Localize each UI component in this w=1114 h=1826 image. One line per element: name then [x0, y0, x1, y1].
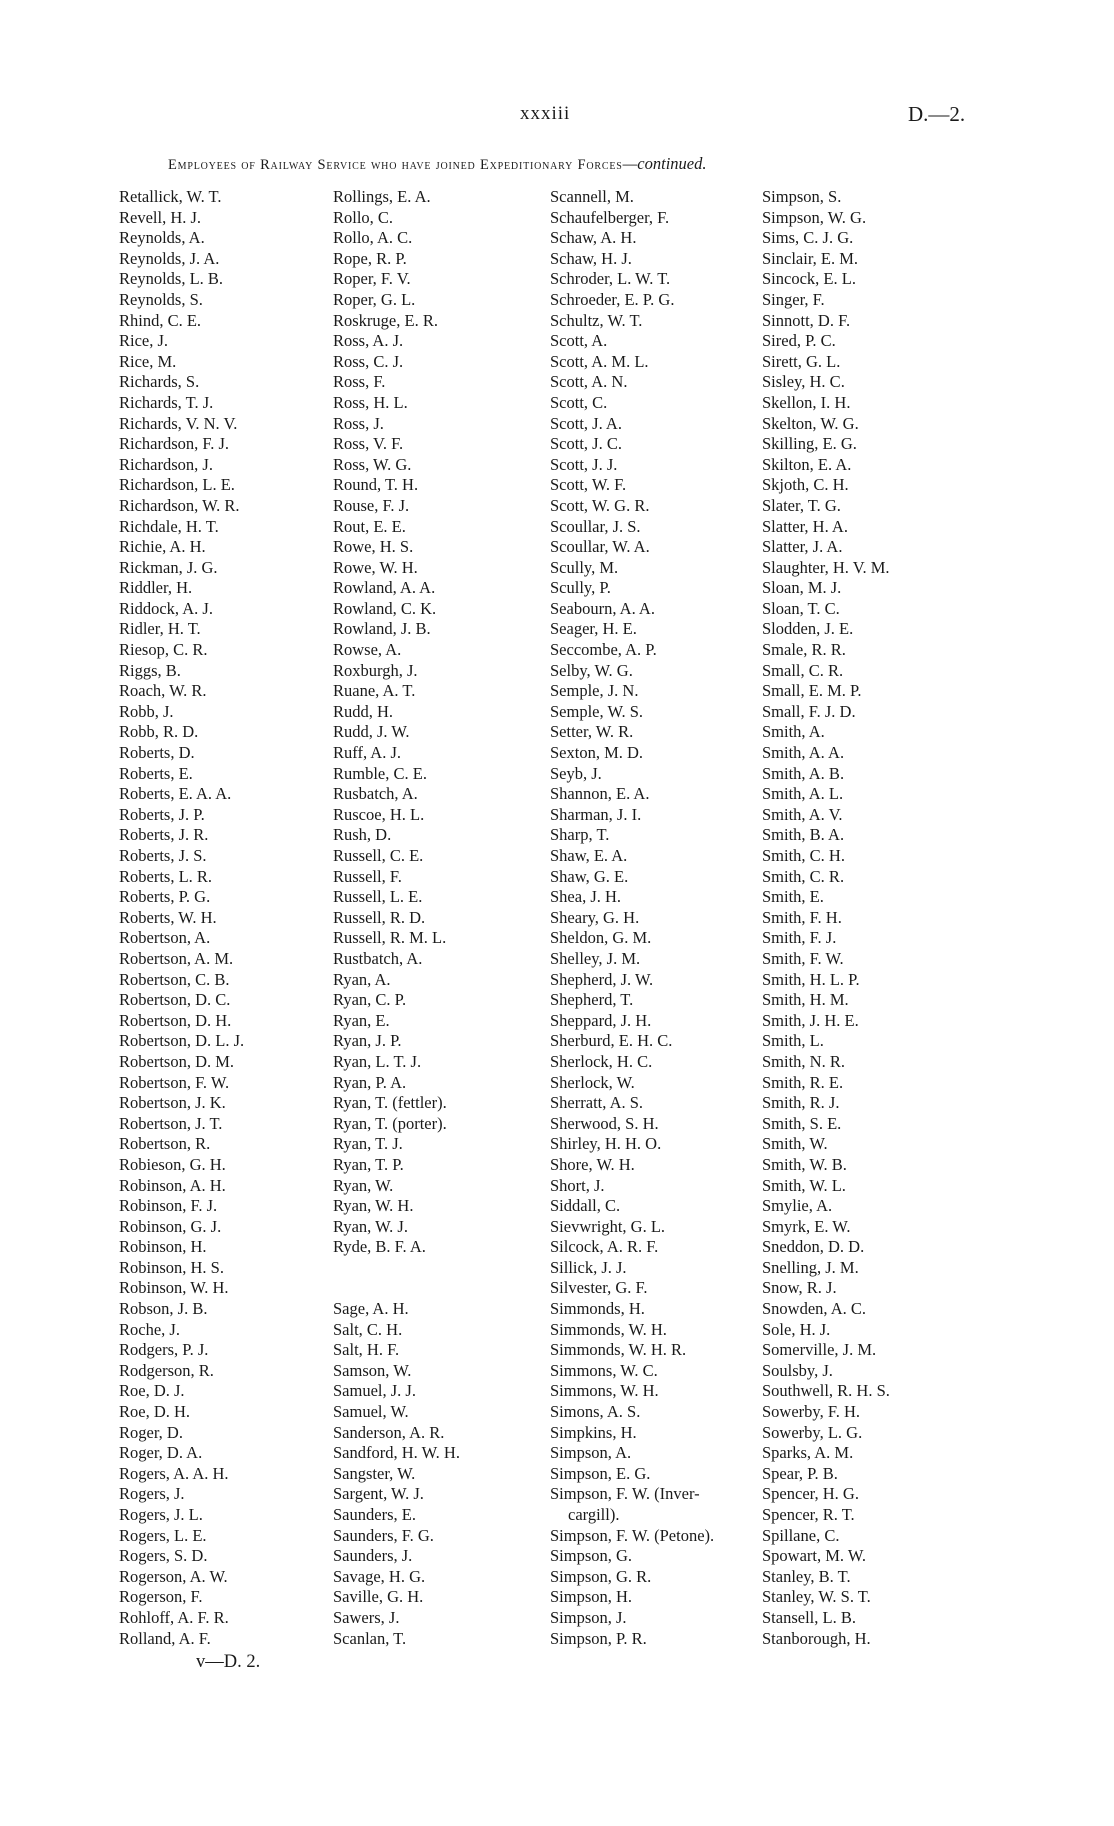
name-entry: Smith, R. J. — [762, 1093, 840, 1113]
name-entry: Smith, S. E. — [762, 1113, 842, 1133]
name-entry: Sherlock, W. — [550, 1072, 635, 1092]
name-entry: Ryde, B. F. A. — [333, 1237, 426, 1257]
name-entry: Ross, J. — [333, 413, 384, 433]
name-entry: Sims, C. J. G. — [762, 228, 854, 248]
name-entry: Roe, D. H. — [119, 1402, 191, 1422]
name-entry: Robinson, G. J. — [119, 1216, 222, 1236]
name-entry: Robertson, R. — [119, 1134, 211, 1154]
name-entry: Smith, J. H. E. — [762, 1010, 859, 1030]
name-entry: Snow, R. J. — [762, 1278, 837, 1298]
name-entry: Ryan, L. T. J. — [333, 1051, 422, 1071]
name-entry: Scott, W. G. R. — [550, 495, 650, 515]
name-entry: Smith, W. — [762, 1134, 828, 1154]
name-entry: Sowerby, L. G. — [762, 1422, 863, 1442]
name-entry: Sired, P. C. — [762, 331, 836, 351]
name-entry: Richardson, J. — [119, 454, 213, 474]
name-entry: Schultz, W. T. — [550, 310, 643, 330]
name-entry: Sherlock, H. C. — [550, 1051, 653, 1071]
name-entry: Simpson, J. — [550, 1607, 627, 1627]
name-entry: Robinson, H. — [119, 1237, 207, 1257]
name-entry: Richdale, H. T. — [119, 516, 219, 536]
name-entry: Sneddon, D. D. — [762, 1237, 865, 1257]
name-entry: Smith, W. L. — [762, 1175, 846, 1195]
name-entry: Roach, W. R. — [119, 681, 207, 701]
name-entry: Slaughter, H. V. M. — [762, 557, 890, 577]
name-entry: Rollings, E. A. — [333, 187, 431, 206]
name-entry: Rhind, C. E. — [119, 310, 202, 330]
name-entry: Sinclair, E. M. — [762, 248, 859, 268]
column-gap — [333, 1258, 460, 1299]
name-entry: Simmons, W. H. — [550, 1381, 659, 1401]
name-entry: Robertson, J. K. — [119, 1093, 226, 1113]
name-entry: Ryan, T. (fettler). — [333, 1093, 447, 1113]
name-entry: Ryan, W. J. — [333, 1216, 408, 1236]
name-entry: Scannell, M. — [550, 187, 634, 206]
name-entry: Riggs, B. — [119, 660, 181, 680]
name-entry: Russell, C. E. — [333, 846, 424, 865]
name-entry: Ruscoe, H. L. — [333, 804, 425, 824]
name-entry: Rudd, H. — [333, 701, 394, 721]
name-entry: Saunders, J. — [333, 1546, 413, 1566]
name-entry: Ruff, A. J. — [333, 743, 401, 763]
name-entry: Rowse, A. — [333, 640, 402, 660]
name-entry: Scott, C. — [550, 392, 608, 412]
name-entry: Rumble, C. E. — [333, 763, 427, 783]
name-entry: Sloan, M. J. — [762, 578, 842, 598]
name-entry: Sargent, W. J. — [333, 1484, 424, 1504]
name-entry: Sparks, A. M. — [762, 1443, 854, 1463]
name-entry: Richardson, L. E. — [119, 475, 235, 495]
name-entry: Ryan, P. A. — [333, 1072, 407, 1092]
name-entry: Ruane, A. T. — [333, 681, 416, 701]
name-entry: Rogers, S. D. — [119, 1546, 208, 1566]
name-entry: Ross, C. J. — [333, 351, 404, 371]
name-entry: Rogers, J. — [119, 1484, 185, 1504]
name-entry: Silcock, A. R. F. — [550, 1237, 659, 1257]
name-entry: Smith, A. L. — [762, 784, 844, 804]
name-entry: Roberts, E. A. A. — [119, 784, 232, 804]
name-entry: Simpkins, H. — [550, 1422, 637, 1442]
name-entry: Ridler, H. T. — [119, 619, 201, 639]
name-entry: Slater, T. G. — [762, 495, 841, 515]
name-entry: Rodgerson, R. — [119, 1360, 214, 1380]
name-entry: Richie, A. H. — [119, 537, 206, 557]
name-entry: Savage, H. G. — [333, 1566, 426, 1586]
name-entry: Robertson, D. H. — [119, 1010, 232, 1030]
name-entry: Rickman, J. G. — [119, 557, 218, 577]
name-entry: Silvester, G. F. — [550, 1278, 648, 1298]
name-entry: Robb, R. D. — [119, 722, 199, 742]
name-entry: Smith, C. R. — [762, 866, 845, 886]
name-entry: Scoullar, J. S. — [550, 516, 641, 536]
name-entry: Rollo, C. — [333, 207, 394, 227]
name-entry: Shelley, J. M. — [550, 948, 641, 968]
name-entry: Simpson, F. W. (Petone). — [550, 1525, 715, 1545]
name-entry: Shea, J. H. — [550, 887, 622, 907]
name-entry: Simmonds, H. — [550, 1299, 645, 1319]
name-entry: Southwell, R. H. S. — [762, 1381, 890, 1401]
name-entry: Round, T. H. — [333, 475, 419, 495]
name-entry: Smith, L. — [762, 1031, 824, 1051]
name-entry: Sole, H. J. — [762, 1319, 831, 1339]
name-entry: Samuel, W. — [333, 1402, 409, 1422]
name-entry: Smith, H. M. — [762, 990, 849, 1010]
name-entry: Rodgers, P. J. — [119, 1340, 209, 1360]
name-entry: Sirett, G. L. — [762, 351, 841, 371]
name-entry: Small, C. R. — [762, 660, 844, 680]
name-entry: Simpson, A. — [550, 1443, 632, 1463]
name-entry: Ryan, W. H. — [333, 1196, 414, 1216]
name-entry: Scott, J. J. — [550, 454, 618, 474]
name-entry: Rogerson, A. W. — [119, 1566, 228, 1586]
name-entry: Spencer, R. T. — [762, 1505, 855, 1524]
name-column-3 — [550, 187, 714, 1649]
name-entry: Skilling, E. G. — [762, 434, 857, 454]
name-entry: Saunders, E. — [333, 1505, 416, 1524]
name-entry: Russell, L. E. — [333, 887, 423, 907]
name-entry: Salt, C. H. — [333, 1319, 403, 1339]
name-entry: Robson, J. B. — [119, 1299, 208, 1319]
name-entry: Small, F. J. D. — [762, 701, 856, 721]
name-entry: Roberts, J. P. — [119, 804, 205, 824]
name-entry: Sage, A. H. — [333, 1299, 409, 1319]
name-column-4 — [762, 187, 890, 1649]
name-entry: Simpson, W. G. — [762, 207, 867, 227]
name-entry: Scott, A. — [550, 331, 608, 351]
name-entry: Sherburd, E. H. C. — [550, 1031, 673, 1051]
name-entry: Schaufelberger, F. — [550, 207, 670, 227]
name-entry: Ryan, E. — [333, 1010, 390, 1030]
name-entry: Robertson, D. L. J. — [119, 1031, 245, 1051]
name-entry: Schaw, H. J. — [550, 248, 632, 268]
name-entry: Roper, G. L. — [333, 289, 416, 309]
name-entry: Roxburgh, J. — [333, 660, 418, 680]
name-entry: Seager, H. E. — [550, 619, 637, 639]
name-entry: Smith, W. B. — [762, 1154, 847, 1174]
name-entry: Stanley, B. T. — [762, 1566, 851, 1586]
name-entry: Retallick, W. T. — [119, 187, 222, 206]
name-entry: Saunders, F. G. — [333, 1525, 434, 1545]
name-entry: Scott, J. C. — [550, 434, 622, 454]
name-entry: Roger, D. — [119, 1422, 183, 1442]
name-entry: Reynolds, L. B. — [119, 269, 224, 289]
name-entry: Smith, A. V. — [762, 804, 843, 824]
name-entry: Slodden, J. E. — [762, 619, 854, 639]
name-entry: Roberts, P. G. — [119, 887, 211, 907]
name-entry: Roberts, W. H. — [119, 907, 217, 927]
caption-main: Employees of Railway Service who have joined Expeditionary Forces — [168, 157, 623, 173]
name-entry: Roberts, L. R. — [119, 866, 213, 886]
name-entry: Scott, A. N. — [550, 372, 628, 392]
name-entry: Skelton, W. G. — [762, 413, 859, 433]
name-entry: Scoullar, W. A. — [550, 537, 650, 557]
name-entry: Shaw, E. A. — [550, 846, 628, 865]
name-column-2 — [333, 187, 460, 1649]
name-column-1 — [119, 187, 244, 1649]
name-entry: Riddock, A. J. — [119, 598, 213, 618]
name-entry: Robinson, F. J. — [119, 1196, 218, 1216]
section-reference: D.—2. — [908, 102, 966, 126]
name-entry: Sisley, H. C. — [762, 372, 845, 392]
name-entry: Sillick, J. J. — [550, 1257, 627, 1277]
name-entry: Simpson, H. — [550, 1587, 633, 1607]
name-entry: Simmonds, W. H. R. — [550, 1340, 687, 1360]
name-entry: Rowland, J. B. — [333, 619, 431, 639]
name-entry: Rogerson, F. — [119, 1587, 203, 1607]
name-entry: Rusbatch, A. — [333, 784, 418, 804]
name-entry: Simpson, G. — [550, 1546, 633, 1566]
name-entry: Smith, A. A. — [762, 743, 845, 763]
name-entry: Saville, G. H. — [333, 1587, 424, 1607]
name-entry: Rice, M. — [119, 351, 177, 371]
name-entry: Spear, P. B. — [762, 1463, 838, 1483]
name-entry: cargill). — [568, 1505, 620, 1524]
name-entry: Ross, V. F. — [333, 434, 404, 454]
name-entry: Smith, A. — [762, 722, 825, 742]
name-entry: Seabourn, A. A. — [550, 598, 655, 618]
name-entry: Roberts, E. — [119, 763, 193, 783]
name-entry: Ross, W. G. — [333, 454, 412, 474]
name-entry: Roe, D. J. — [119, 1381, 185, 1401]
name-entry: Ryan, C. P. — [333, 990, 407, 1010]
name-entry: Robinson, W. H. — [119, 1278, 229, 1298]
name-entry: Robertson, F. W. — [119, 1072, 230, 1092]
name-entry: Schaw, A. H. — [550, 228, 637, 248]
name-entry: Rouse, F. J. — [333, 495, 410, 515]
name-entry: Rowland, A. A. — [333, 578, 436, 598]
name-entry: Sherwood, S. H. — [550, 1113, 659, 1133]
name-entry: Rowe, W. H. — [333, 557, 418, 577]
name-entry: Richards, S. — [119, 372, 200, 392]
name-entry: Richards, V. N. V. — [119, 413, 238, 433]
name-entry: Sawers, J. — [333, 1607, 400, 1627]
name-entry: Riesop, C. R. — [119, 640, 208, 660]
name-entry: Russell, R. D. — [333, 907, 426, 927]
name-entry: Smith, F. H. — [762, 907, 842, 927]
name-entry: Robertson, A. M. — [119, 948, 234, 968]
name-entry: Siddall, C. — [550, 1196, 621, 1216]
name-entry: Reynolds, J. A. — [119, 248, 220, 268]
name-entry: Sincock, E. L. — [762, 269, 856, 289]
name-entry: Samson, W. — [333, 1360, 412, 1380]
name-entry: Sharp, T. — [550, 825, 610, 845]
name-entry: Rout, E. E. — [333, 516, 406, 536]
name-entry: Robertson, J. T. — [119, 1113, 223, 1133]
name-entry: Roberts, D. — [119, 743, 195, 763]
name-entry: Spowart, M. W. — [762, 1546, 867, 1566]
name-entry: Smith, N. R. — [762, 1051, 845, 1071]
name-entry: Rolland, A. F. — [119, 1628, 211, 1648]
name-entry: Smith, F. W. — [762, 948, 844, 968]
name-entry: Scott, J. A. — [550, 413, 622, 433]
name-entry: Selby, W. G. — [550, 660, 633, 680]
name-entry: Reynolds, A. — [119, 228, 205, 248]
name-entry: Robinson, H. S. — [119, 1257, 224, 1277]
name-entry: Salt, H. F. — [333, 1340, 400, 1360]
name-entry: Richardson, W. R. — [119, 495, 240, 515]
name-entry: Robertson, C. B. — [119, 969, 230, 989]
name-entry: Smith, E. — [762, 887, 824, 907]
name-entry: Smylie, A. — [762, 1196, 833, 1216]
name-entry: Sloan, T. C. — [762, 598, 840, 618]
name-entry: Shepherd, J. W. — [550, 969, 654, 989]
name-entry: Short, J. — [550, 1175, 605, 1195]
name-entry: Sexton, M. D. — [550, 743, 644, 763]
name-entry: Spillane, C. — [762, 1525, 840, 1545]
name-entry: Robinson, A. H. — [119, 1175, 226, 1195]
name-entry: Simpson, G. R. — [550, 1566, 652, 1586]
name-entry: Setter, W. R. — [550, 722, 634, 742]
name-entry: Rush, D. — [333, 825, 392, 845]
name-entry: Ryan, J. P. — [333, 1031, 402, 1051]
name-entry: Smith, B. A. — [762, 825, 845, 845]
name-entry: Ross, A. J. — [333, 331, 404, 351]
name-entry: Stanborough, H. — [762, 1628, 871, 1648]
name-entry: Slatter, H. A. — [762, 516, 848, 536]
name-entry: Scott, A. M. L. — [550, 351, 649, 371]
name-entry: Seccombe, A. P. — [550, 640, 657, 660]
name-entry: Roche, J. — [119, 1319, 180, 1339]
name-entry: Schroeder, E. P. G. — [550, 289, 675, 309]
name-entry: Sinnott, D. F. — [762, 310, 851, 330]
name-entry: Rogers, J. L. — [119, 1505, 203, 1524]
name-entry: Rogers, A. A. H. — [119, 1463, 229, 1483]
name-entry: Sharman, J. I. — [550, 804, 642, 824]
name-entry: Samuel, J. J. — [333, 1381, 416, 1401]
name-entry: Shepherd, T. — [550, 990, 634, 1010]
name-entry: Simpson, S. — [762, 187, 842, 206]
name-entry: Scully, P. — [550, 578, 611, 598]
name-entry: Simpson, P. R. — [550, 1628, 647, 1648]
name-entry: Rice, J. — [119, 331, 169, 351]
name-entry: Skilton, E. A. — [762, 454, 852, 474]
name-entry: Sangster, W. — [333, 1463, 416, 1483]
name-entry: Shore, W. H. — [550, 1154, 635, 1174]
name-entry: Robertson, D. M. — [119, 1051, 235, 1071]
name-entry: Rowe, H. S. — [333, 537, 414, 557]
name-entry: Ross, H. L. — [333, 392, 408, 412]
name-entry: Revell, H. J. — [119, 207, 202, 227]
name-entry: Roskruge, E. R. — [333, 310, 438, 330]
name-entry: Ross, F. — [333, 372, 386, 392]
name-entry: Reynolds, S. — [119, 289, 203, 309]
name-entry: Rowland, C. K. — [333, 598, 437, 618]
name-entry: Smith, A. B. — [762, 763, 845, 783]
caption-continued: —continued. — [622, 154, 707, 173]
name-entry: Smale, R. R. — [762, 640, 846, 660]
name-entry: Scully, M. — [550, 557, 619, 577]
name-entry: Singer, F. — [762, 289, 825, 309]
name-entry: Smith, F. J. — [762, 928, 837, 948]
name-entry: Sanderson, A. R. — [333, 1422, 445, 1442]
name-entry: Richards, T. J. — [119, 392, 214, 412]
table-caption — [168, 154, 707, 174]
name-entry: Stanley, W. S. T. — [762, 1587, 871, 1607]
name-entry: Sheppard, J. H. — [550, 1010, 652, 1030]
name-entry: Scanlan, T. — [333, 1628, 407, 1648]
name-entry: Sievwright, G. L. — [550, 1216, 666, 1236]
name-entry: Rollo, A. C. — [333, 228, 413, 248]
signature-mark: v—D. 2. — [196, 1652, 261, 1672]
name-entry: Smith, H. L. P. — [762, 969, 860, 989]
name-entry: Simmons, W. C. — [550, 1360, 658, 1380]
name-entry: Semple, J. N. — [550, 681, 639, 701]
name-entry: Sheldon, G. M. — [550, 928, 652, 948]
name-entry: Smyrk, E. W. — [762, 1216, 851, 1236]
name-entry: Seyb, J. — [550, 763, 602, 783]
name-entry: Smith, R. E. — [762, 1072, 844, 1092]
name-entry: Simpson, E. G. — [550, 1463, 651, 1483]
name-entry: Skjoth, C. H. — [762, 475, 849, 495]
name-entry: Spencer, H. G. — [762, 1484, 859, 1504]
name-entry: Roger, D. A. — [119, 1443, 203, 1463]
name-entry: Simons, A. S. — [550, 1402, 641, 1422]
name-entry: Shirley, H. H. O. — [550, 1134, 662, 1154]
name-entry: Snowden, A. C. — [762, 1299, 867, 1319]
name-entry: Riddler, H. — [119, 578, 193, 598]
name-entry: Robertson, A. — [119, 928, 211, 948]
name-entry: Soulsby, J. — [762, 1360, 833, 1380]
name-entry: Snelling, J. M. — [762, 1257, 859, 1277]
name-entry: Roberts, J. R. — [119, 825, 209, 845]
name-entry: Small, E. M. P. — [762, 681, 862, 701]
name-entry: Robb, J. — [119, 701, 174, 721]
name-entry: Russell, F. — [333, 866, 402, 886]
name-entry: Somerville, J. M. — [762, 1340, 877, 1360]
name-entry: Roper, F. V. — [333, 269, 411, 289]
name-entry: Robertson, D. C. — [119, 990, 231, 1010]
name-entry: Schroder, L. W. T. — [550, 269, 671, 289]
name-entry: Smith, C. H. — [762, 846, 845, 865]
name-entry: Simmonds, W. H. — [550, 1319, 667, 1339]
name-entry: Simpson, F. W. (Inver- — [550, 1484, 700, 1504]
name-entry: Ryan, A. — [333, 969, 391, 989]
name-entry: Semple, W. S. — [550, 701, 644, 721]
name-entry: Stansell, L. B. — [762, 1607, 856, 1627]
name-entry: Shannon, E. A. — [550, 784, 650, 804]
name-entry: Scott, W. F. — [550, 475, 627, 495]
name-entry: Rustbatch, A. — [333, 948, 423, 968]
name-entry: Rohloff, A. F. R. — [119, 1607, 229, 1627]
name-entry: Ryan, T. J. — [333, 1134, 403, 1154]
name-entry: Ryan, T. (porter). — [333, 1113, 447, 1133]
name-entry: Ryan, W. — [333, 1175, 394, 1195]
name-entry: Shaw, G. E. — [550, 866, 629, 886]
name-entry: Russell, R. M. L. — [333, 928, 447, 948]
name-entry: Skellon, I. H. — [762, 392, 851, 412]
name-entry: Robieson, G. H. — [119, 1154, 226, 1174]
name-entry: Slatter, J. A. — [762, 537, 843, 557]
name-entry: Rudd, J. W. — [333, 722, 410, 742]
name-entry: Sowerby, F. H. — [762, 1402, 860, 1422]
name-entry: Sherratt, A. S. — [550, 1093, 644, 1113]
name-entry: Ryan, T. P. — [333, 1154, 404, 1174]
page-number: xxxiii — [520, 103, 571, 124]
name-entry: Richardson, F. J. — [119, 434, 230, 454]
name-entry: Sandford, H. W. H. — [333, 1443, 460, 1463]
name-entry: Rope, R. P. — [333, 248, 407, 268]
name-entry: Rogers, L. E. — [119, 1525, 207, 1545]
name-entry: Sheary, G. H. — [550, 907, 640, 927]
name-entry: Roberts, J. S. — [119, 846, 207, 865]
